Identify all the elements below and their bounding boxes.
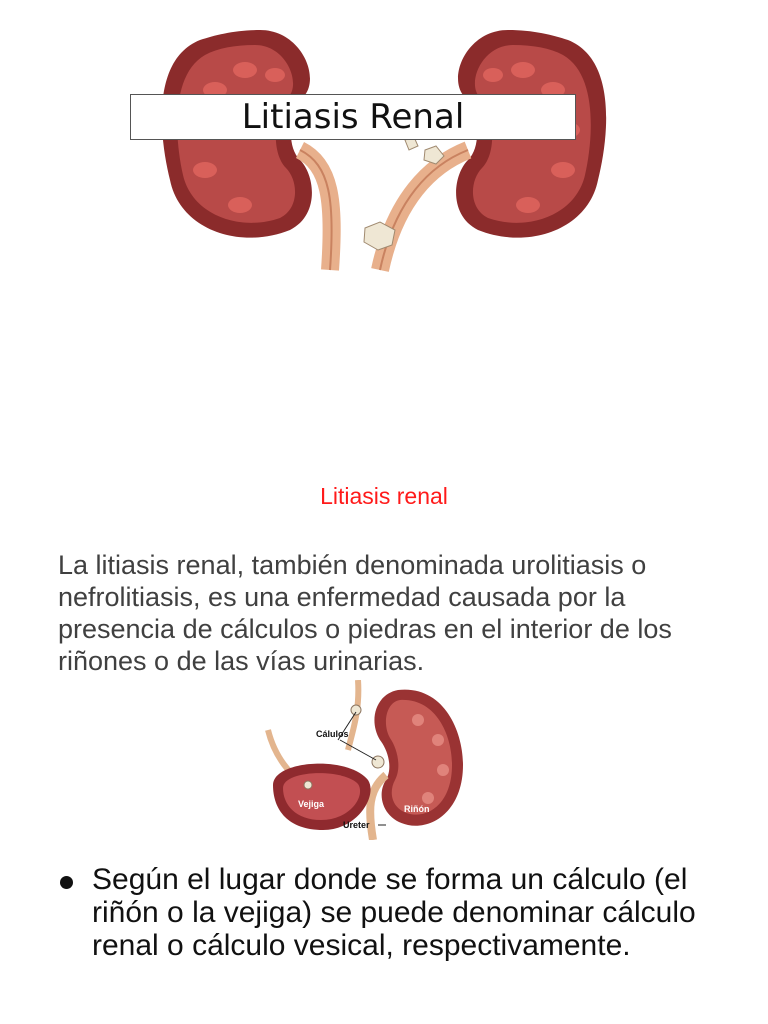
bladder-kidney-illustration xyxy=(258,680,478,840)
page-title: Litiasis Renal xyxy=(241,97,465,137)
bullet-text: Según el lugar donde se forma un cálculo (el riñón o la vejiga) se puede denominar cálculo renal o cálculo vesical, respectivamente. xyxy=(92,863,696,962)
kidneys-illustration xyxy=(0,0,768,290)
title-banner xyxy=(130,94,576,140)
label-ureter: Ureter xyxy=(343,820,370,830)
section-subtitle: Litiasis renal xyxy=(320,483,448,509)
label-vejiga: Vejiga xyxy=(298,799,325,809)
bullet-list xyxy=(58,863,718,962)
label-rinon: Riñón xyxy=(404,804,430,814)
intro-paragraph: La litiasis renal, también denominada urolitiasis o nefrolitiasis, es una enfermedad causada por la presencia de cálculos o piedras en el interior de los riñones o de las vías urinarias. xyxy=(58,550,672,676)
label-calculos: Cálulos xyxy=(316,729,349,739)
bullet-dot-icon xyxy=(60,876,73,889)
list-item xyxy=(58,863,718,962)
